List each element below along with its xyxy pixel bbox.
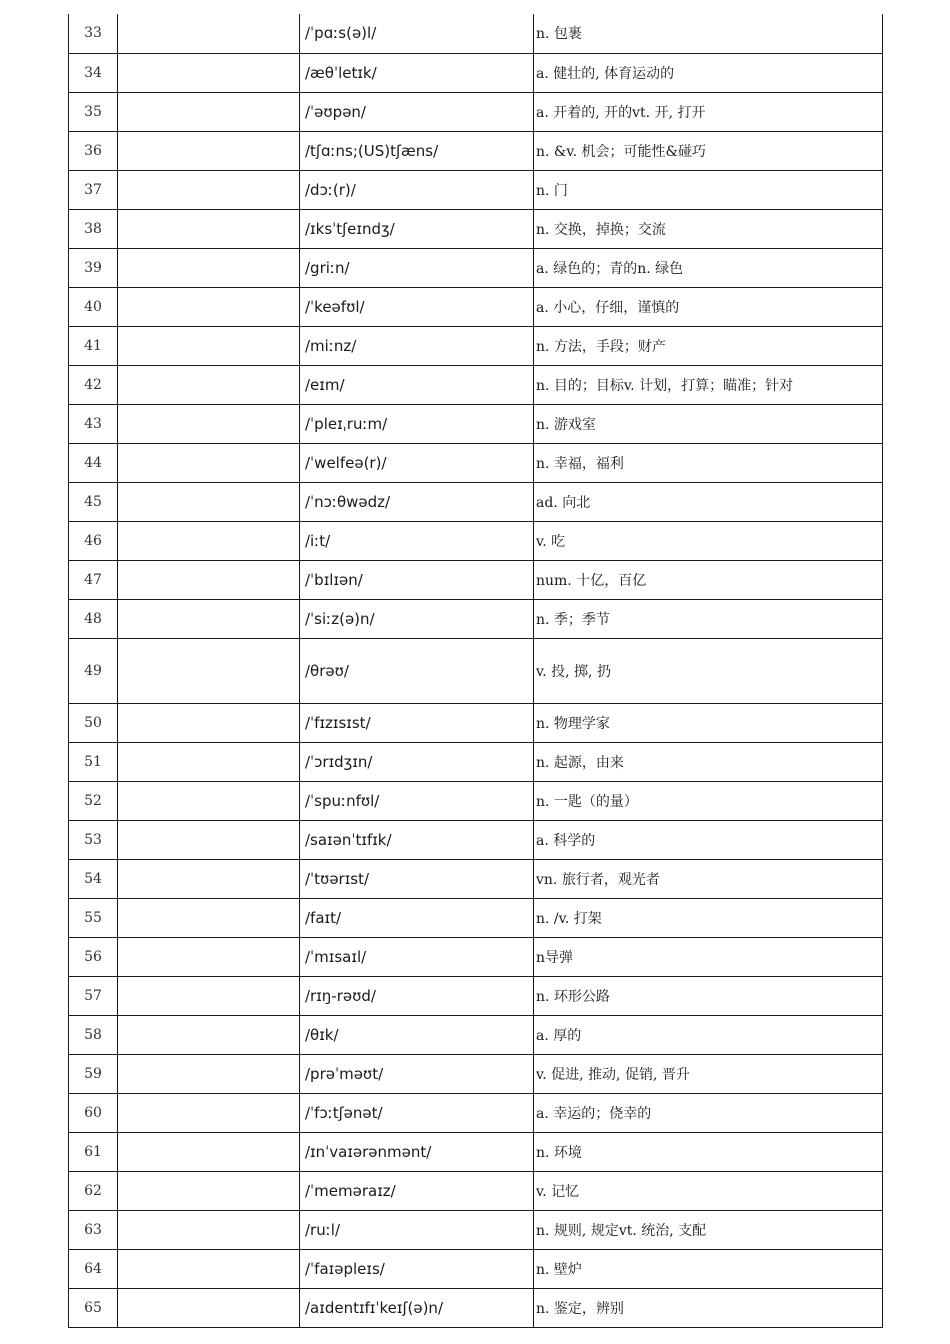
row-number: 45	[69, 482, 118, 521]
row-number: 49	[69, 638, 118, 703]
row-number: 41	[69, 326, 118, 365]
word-cell	[118, 976, 300, 1015]
phonetic-cell: /faɪt/	[300, 898, 534, 937]
table-row	[69, 14, 883, 53]
table-row	[69, 209, 883, 248]
table-row	[69, 53, 883, 92]
definition-cell: a. 开着的, 开的vt. 开, 打开	[534, 92, 883, 131]
phonetic-cell: /ˈwelfeə(r)/	[300, 443, 534, 482]
phonetic-cell: /ˈpɑːs(ə)l/	[300, 14, 534, 53]
definition-cell: n. 目的；目标v. 计划，打算；瞄准；针对	[534, 365, 883, 404]
word-cell	[118, 287, 300, 326]
table-row	[69, 131, 883, 170]
row-number: 36	[69, 131, 118, 170]
table-row	[69, 1132, 883, 1171]
definition-cell: v. 投, 掷, 扔	[534, 638, 883, 703]
word-cell	[118, 1015, 300, 1054]
definition-cell: n. 壁炉	[534, 1249, 883, 1288]
table-row	[69, 742, 883, 781]
definition-cell: v. 促进, 推动, 促销, 晋升	[534, 1054, 883, 1093]
row-number: 40	[69, 287, 118, 326]
row-number: 59	[69, 1054, 118, 1093]
word-cell	[118, 1093, 300, 1132]
word-cell	[118, 898, 300, 937]
word-cell	[118, 248, 300, 287]
row-number: 42	[69, 365, 118, 404]
row-number: 47	[69, 560, 118, 599]
phonetic-cell: /tʃɑːns;(US)tʃæns/	[300, 131, 534, 170]
vocabulary-table	[68, 14, 883, 1328]
definition-cell: a. 绿色的；青的n. 绿色	[534, 248, 883, 287]
phonetic-cell: /ɪksˈtʃeɪndʒ/	[300, 209, 534, 248]
word-cell	[118, 599, 300, 638]
phonetic-cell: /ˈtʊərɪst/	[300, 859, 534, 898]
definition-cell: n. 季；季节	[534, 599, 883, 638]
word-cell	[118, 365, 300, 404]
word-cell	[118, 703, 300, 742]
table-row	[69, 937, 883, 976]
word-cell	[118, 1054, 300, 1093]
row-number: 64	[69, 1249, 118, 1288]
table-row	[69, 1015, 883, 1054]
phonetic-cell: /ˈsiːz(ə)n/	[300, 599, 534, 638]
definition-cell: n. 交换，掉换；交流	[534, 209, 883, 248]
definition-cell: num. 十亿，百亿	[534, 560, 883, 599]
row-number: 57	[69, 976, 118, 1015]
row-number: 62	[69, 1171, 118, 1210]
row-number: 39	[69, 248, 118, 287]
definition-cell: n. 游戏室	[534, 404, 883, 443]
word-cell	[118, 937, 300, 976]
table-row	[69, 820, 883, 859]
phonetic-cell: /miːnz/	[300, 326, 534, 365]
phonetic-cell: /ˈmeməraɪz/	[300, 1171, 534, 1210]
row-number: 61	[69, 1132, 118, 1171]
phonetic-cell: /ˈspuːnfʊl/	[300, 781, 534, 820]
word-cell	[118, 560, 300, 599]
word-cell	[118, 1171, 300, 1210]
table-row	[69, 92, 883, 131]
table-row	[69, 703, 883, 742]
table-row	[69, 482, 883, 521]
row-number: 44	[69, 443, 118, 482]
phonetic-cell: /ruːl/	[300, 1210, 534, 1249]
word-cell	[118, 53, 300, 92]
word-cell	[118, 781, 300, 820]
row-number: 65	[69, 1288, 118, 1327]
definition-cell: n. 方法，手段；财产	[534, 326, 883, 365]
definition-cell: a. 科学的	[534, 820, 883, 859]
table-row	[69, 1210, 883, 1249]
definition-cell: n. 起源，由来	[534, 742, 883, 781]
phonetic-cell: /θrəʊ/	[300, 638, 534, 703]
word-cell	[118, 209, 300, 248]
word-cell	[118, 404, 300, 443]
word-cell	[118, 14, 300, 53]
table-row	[69, 443, 883, 482]
table-row	[69, 859, 883, 898]
table-row	[69, 521, 883, 560]
table-row	[69, 365, 883, 404]
table-row	[69, 1288, 883, 1327]
phonetic-cell: /ˈbɪlɪən/	[300, 560, 534, 599]
table-row	[69, 898, 883, 937]
word-cell	[118, 1210, 300, 1249]
phonetic-cell: /ˈfɪzɪsɪst/	[300, 703, 534, 742]
table-row	[69, 1249, 883, 1288]
row-number: 37	[69, 170, 118, 209]
word-cell	[118, 638, 300, 703]
row-number: 48	[69, 599, 118, 638]
table-row	[69, 599, 883, 638]
row-number: 58	[69, 1015, 118, 1054]
definition-cell: n. 包裹	[534, 14, 883, 53]
phonetic-cell: /ˈmɪsaɪl/	[300, 937, 534, 976]
word-cell	[118, 482, 300, 521]
row-number: 38	[69, 209, 118, 248]
table-row	[69, 170, 883, 209]
table-row	[69, 1093, 883, 1132]
phonetic-cell: /aɪdentɪfɪˈkeɪʃ(ə)n/	[300, 1288, 534, 1327]
word-cell	[118, 131, 300, 170]
word-cell	[118, 92, 300, 131]
definition-cell: n. 一匙（的量）	[534, 781, 883, 820]
row-number: 35	[69, 92, 118, 131]
phonetic-cell: /eɪm/	[300, 365, 534, 404]
word-cell	[118, 820, 300, 859]
definition-cell: n. &v. 机会；可能性&碰巧	[534, 131, 883, 170]
phonetic-cell: /ɪnˈvaɪərənmənt/	[300, 1132, 534, 1171]
definition-cell: a. 厚的	[534, 1015, 883, 1054]
word-cell	[118, 742, 300, 781]
definition-cell: n. 鉴定，辨别	[534, 1288, 883, 1327]
phonetic-cell: /ˈpleɪˌruːm/	[300, 404, 534, 443]
phonetic-cell: /prəˈməʊt/	[300, 1054, 534, 1093]
definition-cell: n. /v. 打架	[534, 898, 883, 937]
definition-cell: v. 记忆	[534, 1171, 883, 1210]
row-number: 63	[69, 1210, 118, 1249]
row-number: 53	[69, 820, 118, 859]
word-cell	[118, 1249, 300, 1288]
table-row	[69, 1171, 883, 1210]
phonetic-cell: /iːt/	[300, 521, 534, 560]
table-row	[69, 1054, 883, 1093]
row-number: 51	[69, 742, 118, 781]
phonetic-cell: /dɔː(r)/	[300, 170, 534, 209]
phonetic-cell: /rɪŋ-rəʊd/	[300, 976, 534, 1015]
row-number: 33	[69, 14, 118, 53]
phonetic-cell: /griːn/	[300, 248, 534, 287]
phonetic-cell: /æθˈletɪk/	[300, 53, 534, 92]
word-cell	[118, 326, 300, 365]
definition-cell: ad. 向北	[534, 482, 883, 521]
table-row	[69, 638, 883, 703]
phonetic-cell: /ˈfɔːtʃənət/	[300, 1093, 534, 1132]
definition-cell: a. 小心，仔细，谨慎的	[534, 287, 883, 326]
phonetic-cell: /ˈɔrɪdʒɪn/	[300, 742, 534, 781]
word-cell	[118, 1288, 300, 1327]
word-cell	[118, 1132, 300, 1171]
table-row	[69, 248, 883, 287]
definition-cell: n. 规则, 规定vt. 统治, 支配	[534, 1210, 883, 1249]
phonetic-cell: /θɪk/	[300, 1015, 534, 1054]
table-row	[69, 287, 883, 326]
phonetic-cell: /ˈəʊpən/	[300, 92, 534, 131]
word-cell	[118, 521, 300, 560]
definition-cell: n. 物理学家	[534, 703, 883, 742]
definition-cell: a. 幸运的；侥幸的	[534, 1093, 883, 1132]
definition-cell: a. 健壮的, 体育运动的	[534, 53, 883, 92]
word-cell	[118, 443, 300, 482]
row-number: 56	[69, 937, 118, 976]
definition-cell: v. 吃	[534, 521, 883, 560]
definition-cell: vn. 旅行者，观光者	[534, 859, 883, 898]
definition-cell: n. 环境	[534, 1132, 883, 1171]
row-number: 55	[69, 898, 118, 937]
phonetic-cell: /saɪənˈtɪfɪk/	[300, 820, 534, 859]
definition-cell: n导弹	[534, 937, 883, 976]
row-number: 60	[69, 1093, 118, 1132]
table-row	[69, 404, 883, 443]
row-number: 54	[69, 859, 118, 898]
phonetic-cell: /ˈkeəfʊl/	[300, 287, 534, 326]
table-row	[69, 976, 883, 1015]
table-row	[69, 560, 883, 599]
table-row	[69, 781, 883, 820]
definition-cell: n. 门	[534, 170, 883, 209]
row-number: 34	[69, 53, 118, 92]
phonetic-cell: /ˈfaɪəpleɪs/	[300, 1249, 534, 1288]
row-number: 43	[69, 404, 118, 443]
vocabulary-table-body	[69, 14, 883, 1327]
table-row	[69, 326, 883, 365]
row-number: 50	[69, 703, 118, 742]
row-number: 46	[69, 521, 118, 560]
definition-cell: n. 环形公路	[534, 976, 883, 1015]
word-cell	[118, 170, 300, 209]
word-cell	[118, 859, 300, 898]
definition-cell: n. 幸福，福利	[534, 443, 883, 482]
row-number: 52	[69, 781, 118, 820]
phonetic-cell: /ˈnɔːθwədz/	[300, 482, 534, 521]
